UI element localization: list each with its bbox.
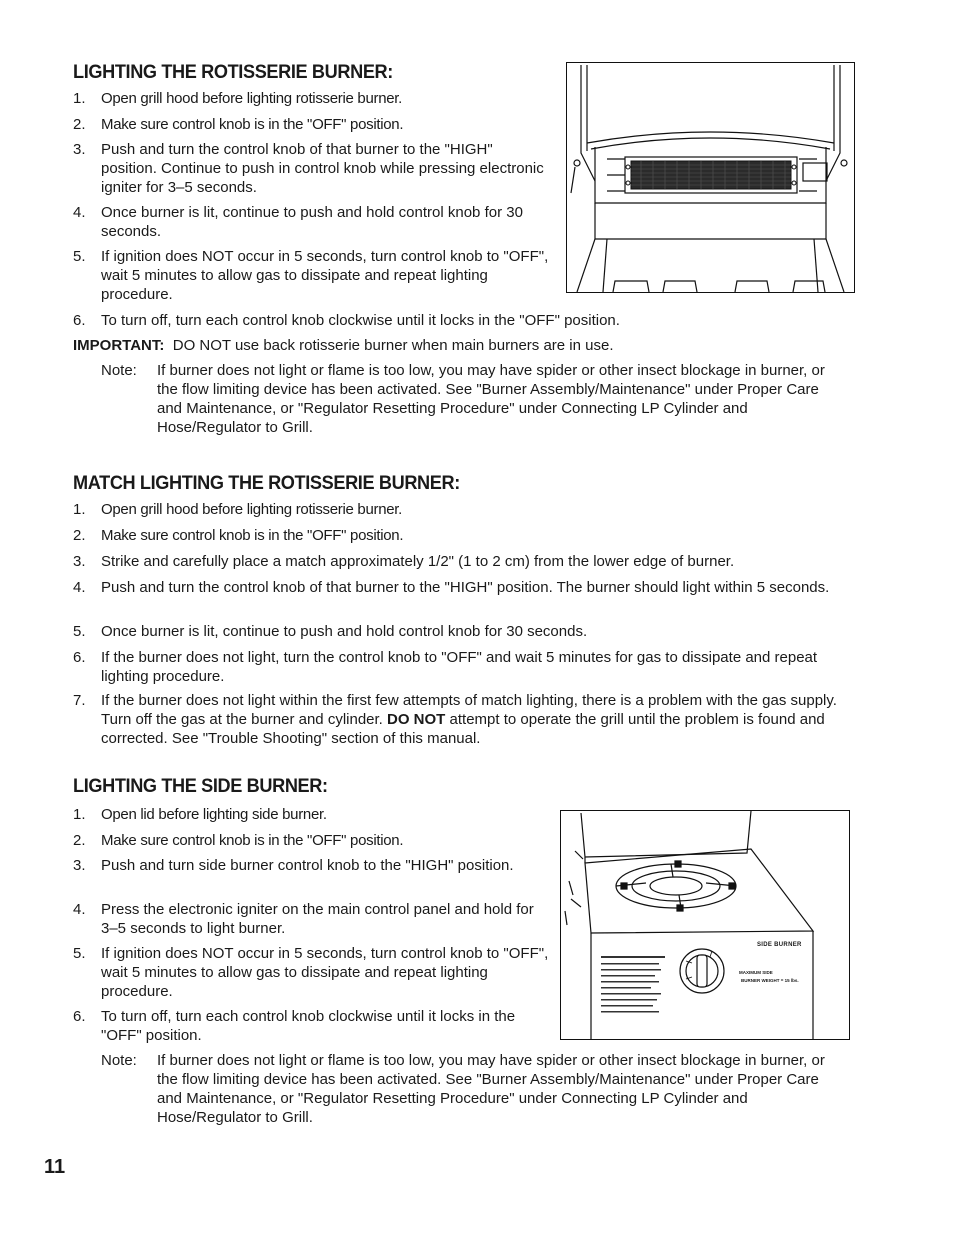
page-number: 11 — [44, 1156, 66, 1178]
important-text: DO NOT use back rotisserie burner when main burners are in use. — [172, 337, 614, 354]
max-weight-line2: BURNER WEIGHT = 15 lbs. — [741, 978, 799, 983]
list-item — [73, 944, 551, 1001]
list-item — [73, 247, 551, 304]
list-item — [73, 648, 863, 686]
item-text: Open lid before lighting side burner. — [101, 806, 327, 823]
item-text: If the burner does not light, turn the control knob to "OFF" and wait 5 minutes for gas to dissipate and repeat lighting procedure. — [101, 649, 818, 685]
rotisserie-burner-illustration — [566, 62, 855, 293]
item-number: 3. — [73, 553, 86, 570]
item-text: Make sure control knob is in the "OFF" position. — [101, 116, 404, 133]
item-number: 5. — [73, 945, 86, 962]
list-item — [73, 805, 543, 824]
important-label: IMPORTANT: — [73, 337, 165, 354]
note — [101, 361, 841, 437]
list-item — [73, 578, 863, 597]
item-text: If ignition does NOT occur in 5 seconds, turn control knob to "OFF", wait 5 minutes to allow gas to dissipate and repeat lighting procedure. — [101, 248, 549, 303]
section-heading-rotisserie: LIGHTING THE ROTISSERIE BURNER: — [73, 61, 393, 83]
do-not-emphasis: DO NOT — [387, 711, 446, 728]
item-number: 1. — [73, 501, 86, 518]
item-text: Make sure control knob is in the "OFF" position. — [101, 527, 404, 544]
note-label: Note: — [101, 1052, 137, 1069]
list-item — [73, 140, 551, 197]
note-text: If burner does not light or flame is too low, you may have spider or other insect blockage in burner, or the flow limiting device has been activated. See "Burner Assembly/Maintenance" under Proper Care and Maintenance, or "Regulator Resetting Procedure" under Connecting LP Cylinder and Hose/Regulator to Grill. — [157, 1052, 825, 1126]
section-heading-side-burner: LIGHTING THE SIDE BURNER: — [73, 775, 328, 797]
side-burner-drawing — [561, 811, 849, 1039]
item-text: Open grill hood before lighting rotisserie burner. — [101, 501, 403, 518]
item-number: 2. — [73, 832, 86, 849]
list-item — [73, 1007, 543, 1045]
item-number: 6. — [73, 1008, 86, 1025]
item-number: 2. — [73, 527, 86, 544]
list-item — [73, 691, 863, 748]
item-number: 3. — [73, 857, 86, 874]
list-item — [73, 831, 543, 850]
section-heading-match-lighting: MATCH LIGHTING THE ROTISSERIE BURNER: — [73, 472, 460, 494]
item-text: If ignition does NOT occur in 5 seconds, turn control knob to "OFF", wait 5 minutes to allow gas to dissipate and repeat lighting procedure. — [101, 945, 549, 1000]
list-item — [73, 115, 553, 134]
list-item — [73, 311, 853, 330]
item-number: 5. — [73, 623, 86, 640]
list-item — [73, 89, 553, 108]
item-text: To turn off, turn each control knob clockwise until it locks in the "OFF" position. — [101, 312, 620, 329]
item-text: Make sure control knob is in the "OFF" position. — [101, 832, 404, 849]
note — [101, 1051, 841, 1127]
item-text-after: attempt to operate the grill until the problem is found and corrected. See "Trouble Shooting" section of this manual. — [101, 711, 825, 747]
item-number: 6. — [73, 312, 86, 329]
list-item — [73, 500, 853, 519]
item-text — [101, 691, 863, 748]
item-number: 1. — [73, 90, 86, 107]
side-burner-illustration — [560, 810, 850, 1040]
note-label: Note: — [101, 362, 137, 379]
item-text-before: If the burner does not light within the first few attempts of match lighting, there is a problem with the gas supply. Turn off the gas at the burner and cylinder. — [101, 692, 837, 728]
important-notice — [73, 336, 873, 355]
item-text: Once burner is lit, continue to push and hold control knob for 30 seconds. — [101, 204, 523, 240]
item-text: Press the electronic igniter on the main control panel and hold for 3–5 seconds to light burner. — [101, 901, 534, 937]
item-text: Push and turn the control knob of that burner to the "HIGH" position. The burner should light within 5 seconds. — [101, 579, 830, 596]
grill-interior-drawing — [567, 63, 854, 292]
item-text: To turn off, turn each control knob clockwise until it locks in the "OFF" position. — [101, 1008, 516, 1044]
item-text: Once burner is lit, continue to push and hold control knob for 30 seconds. — [101, 623, 588, 640]
list-item — [73, 856, 525, 875]
item-number: 4. — [73, 579, 86, 596]
list-item — [73, 900, 543, 938]
item-text: Open grill hood before lighting rotisserie burner. — [101, 90, 403, 107]
item-text: Strike and carefully place a match approximately 1/2" (1 to 2 cm) from the lower edge of burner. — [101, 553, 735, 570]
list-item — [73, 203, 551, 241]
item-number: 3. — [73, 141, 86, 158]
note-text: If burner does not light or flame is too low, you may have spider or other insect blockage in burner, or the flow limiting device has been activated. See "Burner Assembly/Maintenance" under Proper Care and Maintenance, or "Regulator Resetting Procedure" under Connecting LP Cylinder and Hose/Regulator to Grill. — [157, 362, 825, 436]
side-burner-panel-title: SIDE BURNER — [757, 942, 802, 948]
item-number: 7. — [73, 692, 86, 709]
item-text: Push and turn the control knob of that burner to the "HIGH" position. Continue to push in control knob while pressing electronic igniter for 3–5 seconds. — [101, 141, 544, 196]
item-text: Push and turn side burner control knob to the "HIGH" position. — [101, 857, 514, 874]
list-item — [73, 552, 863, 571]
list-item — [73, 526, 853, 545]
list-item — [73, 622, 863, 641]
item-number: 2. — [73, 116, 86, 133]
item-number: 5. — [73, 248, 86, 265]
item-number: 6. — [73, 649, 86, 666]
item-number: 4. — [73, 204, 86, 221]
max-weight-line1: MAXIMUM SIDE — [739, 970, 773, 975]
item-number: 4. — [73, 901, 86, 918]
item-number: 1. — [73, 806, 86, 823]
